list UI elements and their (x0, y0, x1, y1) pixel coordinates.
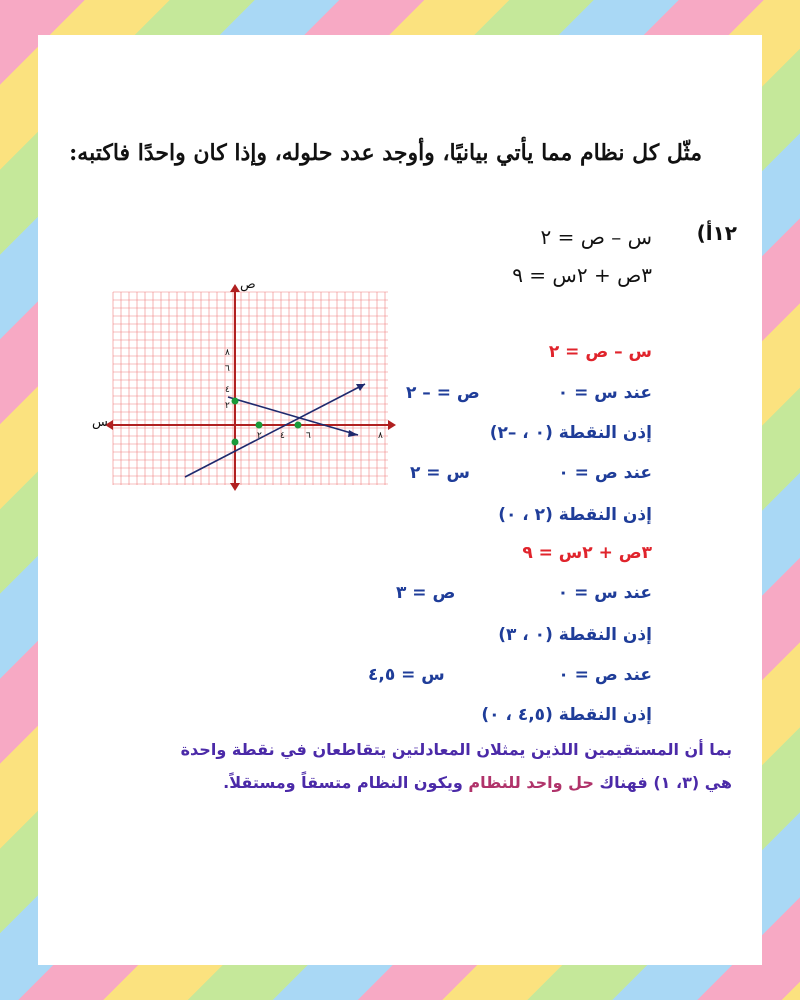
solution-row4-label: عند ص = ٠ (558, 665, 652, 685)
x-tick-6: ٦ (306, 431, 311, 441)
conclusion-line-1: بما أن المستقيمين اللذين يمثلان المعادلتين يتقاطعان في نقطة واحدة (180, 740, 732, 759)
problem-equation-1: س – ص = ٢ (540, 225, 652, 249)
coordinate-graph (88, 280, 403, 495)
instruction-text: مثّل كل نظام مما يأتي بيانيًا، وأوجد عدد حلوله، وإذا كان واحدًا فاكتبه: (69, 140, 702, 166)
point-0-neg2 (232, 439, 239, 446)
y-axis-arrow-down (230, 483, 240, 491)
one-solution-text: حل واحد للنظام (468, 773, 594, 792)
y-tick-8: ٨ (225, 348, 230, 358)
solution-eq1-title: س – ص = ٢ (548, 342, 652, 362)
y-axis-arrow-up (230, 284, 240, 292)
point-4.5-0 (295, 422, 302, 429)
y-tick-2: ٢ (225, 401, 230, 411)
line-equation-2 (228, 397, 358, 435)
conclusion-so-text: فهناك (593, 773, 648, 792)
solution-eq2-title: ٣ص + ٢س = ٩ (522, 543, 652, 563)
solution-row3-label: عند س = ٠ (557, 583, 652, 603)
x-axis-label: س (92, 415, 108, 430)
point-0-3 (232, 398, 239, 405)
solution-row3-value: ص = ٣ (396, 583, 456, 603)
consistent-independent-text: ويكون النظام متسقاً ومستقلاً. (223, 773, 469, 792)
graph-grid (113, 292, 388, 485)
y-tick-4: ٤ (225, 385, 230, 395)
solution-point1: إذن النقطة (٠ ، –٢) (489, 423, 652, 443)
solution-point4: إذن النقطة (٤,٥ ، ٠) (481, 705, 652, 725)
solution-point3: إذن النقطة (٠ ، ٣) (498, 625, 652, 645)
x-axis-arrow-right (388, 420, 396, 430)
solution-row1-value: ص = – ٢ (406, 383, 480, 403)
y-axis-label: ص (240, 280, 256, 292)
point-2-0 (256, 422, 263, 429)
solution-row2-label: عند ص = ٠ (558, 463, 652, 483)
x-tick-4: ٤ (280, 431, 285, 441)
line-equation-1 (185, 384, 365, 477)
y-tick-6: ٦ (225, 364, 230, 374)
solution-row4-value: س = ٤,٥ (368, 665, 445, 685)
x-tick-8: ٨ (378, 431, 383, 441)
worksheet-page (38, 35, 762, 965)
solution-row1-label: عند س = ٠ (557, 383, 652, 403)
solution-row2-value: س = ٢ (410, 463, 470, 483)
problem-number: ١٢أ) (696, 221, 737, 245)
x-tick-2: ٢ (257, 431, 262, 441)
problem-equation-2: ٣ص + ٢س = ٩ (512, 263, 652, 287)
intersection-point-text: هي (٣، ١) (647, 773, 732, 792)
conclusion-line-2 (223, 773, 732, 792)
solution-point2: إذن النقطة (٢ ، ٠) (498, 505, 652, 525)
